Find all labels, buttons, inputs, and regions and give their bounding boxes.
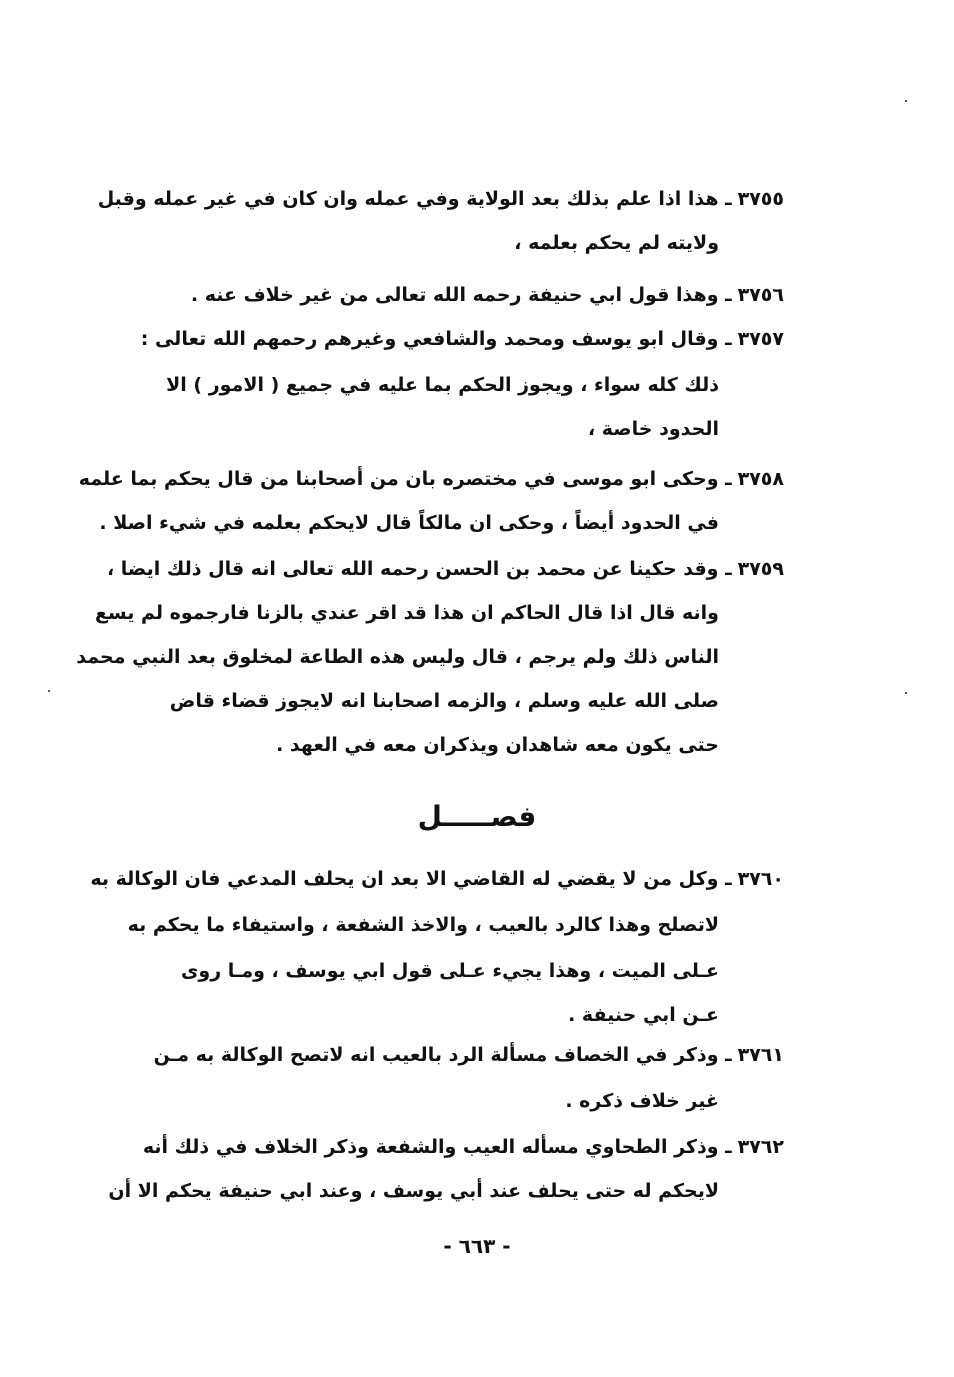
entry-3760-line-1: ٣٧٦٠ـ وكل من لا يقضي له القاضي الا بعد ان يحلف المدعي فان الوكالة به [90, 868, 784, 890]
scan-speck [905, 692, 907, 694]
entry-3760-line-3: عـلى الميت ، وهذا يجيء عـلى قول ابي يوسف ، ومـا روى [180, 960, 719, 982]
entry-3759-line-5: حتى يكون معه شاهدان ويذكران معه في العهد . [276, 734, 719, 756]
entry-3757-line-1: ٣٧٥٧ـ وقال ابو يوسف ومحمد والشافعي وغيرهم رحمهم الله تعالى : [140, 328, 784, 350]
entry-3759-line-1: ٣٧٥٩ـ وقد حكينا عن محمد بن الحسن رحمه الله تعالى انه قال ذلك ايضا ، [106, 558, 784, 580]
entry-3755-line-1: ٣٧٥٥ـ هذا اذا علم بذلك بعد الولاية وفي عمله وان كان في غير عمله وقبل [97, 188, 784, 210]
scan-speck [48, 690, 50, 692]
entry-3757-line-2: ذلك كله سواء ، ويجوز الحكم بما عليه في جميع ( الامور ) الا [166, 374, 719, 396]
entry-3759-line-4: صلى الله عليه وسلم ، والزمه اصحابنا انه لايجوز قضاء قاض [169, 690, 719, 712]
entry-number: ٣٧٥٩ [737, 558, 784, 580]
entry-3761-line-2: غير خلاف ذكره . [565, 1090, 719, 1112]
entry-number: ٣٧٦٢ [737, 1136, 784, 1158]
entry-3756-line-1: ٣٧٥٦ـ وهذا قول ابي حنيفة رحمه الله تعالى من غير خلاف عنه . [190, 284, 784, 306]
entry-3762-line-2: لايحكم له حتى يحلف عند أبي يوسف ، وعند ابي حنيفة يحكم الا أن [108, 1180, 719, 1202]
entry-3760-line-2: لاتصلح وهذا كالرد بالعيب ، والاخذ الشفعة ، واستيفاء ما يحكم به [127, 914, 719, 936]
entry-3755-line-2: ولايته لم يحكم بعلمه ، [514, 232, 719, 254]
scan-speck [905, 100, 907, 102]
entry-3762-line-1: ٣٧٦٢ـ وذكر الطحاوي مسأله العيب والشفعة وذكر الخلاف في ذلك أنه [142, 1136, 784, 1158]
entry-3757-line-3: الحدود خاصة ، [587, 418, 719, 440]
entry-number: ٣٧٦٠ [737, 868, 784, 890]
entry-3758-line-2: في الحدود أيضاً ، وحكى ان مالكاً قال لايحكم بعلمه في شيء اصلا . [99, 512, 719, 534]
entry-3759-line-3: الناس ذلك ولم يرجم ، قال وليس هذه الطاعة لمخلوق بعد النبي محمد [76, 646, 719, 668]
section-heading: فصـــــل [417, 800, 537, 833]
entry-number: ٣٧٥٨ [737, 468, 784, 490]
entry-number: ٣٧٦١ [737, 1044, 784, 1066]
page-number: - ٦٦٣ - [443, 1234, 511, 1258]
entry-3761-line-1: ٣٧٦١ـ وذكر في الخصاف مسألة الرد بالعيب انه لاتصح الوكالة به مـن [153, 1044, 784, 1066]
entry-3759-line-2: وانه قال اذا قال الحاكم ان هذا قد اقر عندي بالزنا فارجموه لم يسع [94, 602, 719, 624]
entry-3758-line-1: ٣٧٥٨ـ وحكى ابو موسى في مختصره بان من أصحابنا من قال يحكم بما علمه [78, 468, 784, 490]
entry-number: ٣٧٥٥ [737, 188, 784, 210]
entry-3760-line-4: عـن ابي حنيفة . [568, 1004, 719, 1026]
entry-number: ٣٧٥٧ [737, 328, 784, 350]
entry-number: ٣٧٥٦ [737, 284, 784, 306]
